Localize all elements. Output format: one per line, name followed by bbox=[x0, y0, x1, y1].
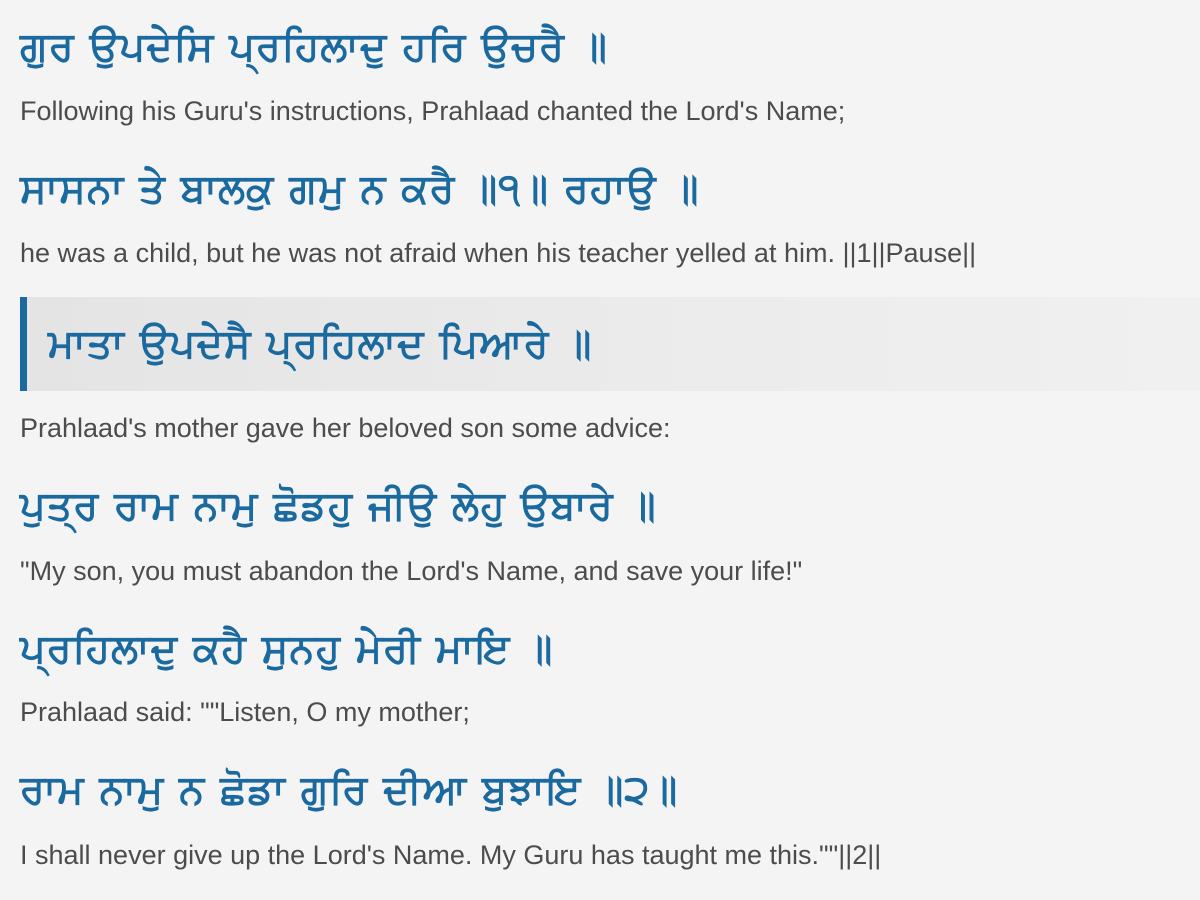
translation-line-1: Following his Guru's instructions, Prahlaad chanted the Lord's Name; bbox=[20, 96, 846, 126]
translation-line-4: "My son, you must abandon the Lord's Name, and save your life!" bbox=[20, 556, 803, 586]
translation-line-3: Prahlaad's mother gave her beloved son some advice: bbox=[20, 413, 671, 443]
gurbani-line-3[interactable]: ਮਾਤਾ ਉਪਦੇਸੈ ਪ੍ਰਹਿਲਾਦ ਪਿਆਰੇ ॥ bbox=[48, 321, 593, 367]
active-verse-highlight[interactable] bbox=[20, 297, 1200, 391]
gurbani-line-1[interactable]: ਗੁਰ ਉਪਦੇਸਿ ਪ੍ਰਹਿਲਾਦੁ ਹਰਿ ਉਚਰੈ ॥ bbox=[20, 24, 608, 70]
gurbani-line-5[interactable]: ਪ੍ਰਹਿਲਾਦੁ ਕਹੈ ਸੁਨਹੁ ਮੇਰੀ ਮਾਇ ॥ bbox=[20, 626, 554, 672]
translation-line-6: I shall never give up the Lord's Name. My Guru has taught me this.""||2|| bbox=[20, 840, 882, 870]
gurbani-line-6[interactable]: ਰਾਮ ਨਾਮੁ ਨ ਛੋਡਾ ਗੁਰਿ ਦੀਆ ਬੁਝਾਇ ॥੨॥ bbox=[20, 767, 679, 813]
gurbani-line-4[interactable]: ਪੁਤ੍ਰ ਰਾਮ ਨਾਮੁ ਛੋਡਹੁ ਜੀਉ ਲੇਹੁ ਉਬਾਰੇ ॥ bbox=[20, 483, 657, 529]
translation-line-5: Prahlaad said: ""Listen, O my mother; bbox=[20, 697, 470, 727]
translation-line-2: he was a child, but he was not afraid when his teacher yelled at him. ||1||Pause|| bbox=[20, 238, 977, 268]
active-verse-marker bbox=[20, 297, 27, 391]
gurbani-line-2[interactable]: ਸਾਸਨਾ ਤੇ ਬਾਲਕੁ ਗਮੁ ਨ ਕਰੈ ॥੧॥ ਰਹਾਉ ॥ bbox=[20, 166, 700, 212]
